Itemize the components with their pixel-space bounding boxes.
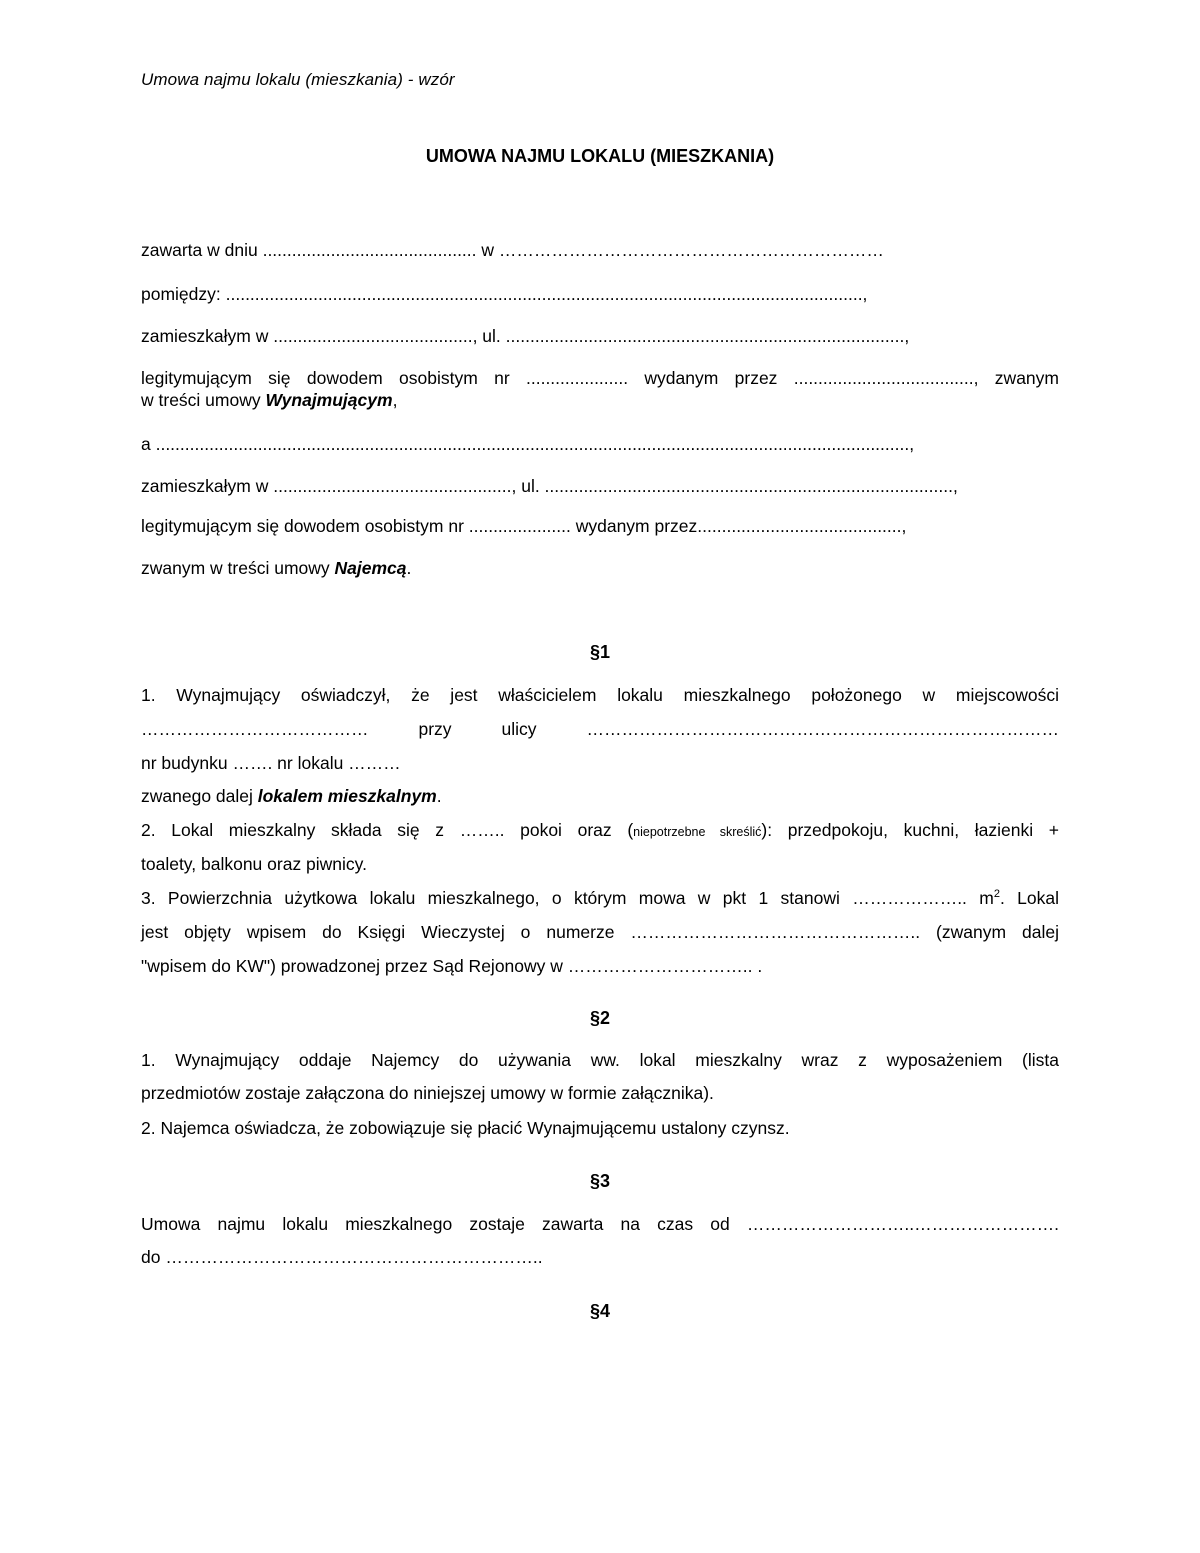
document-title: UMOWA NAJMU LOKALU (MIESZKANIA)	[425, 146, 775, 166]
s1-p3-suffix: . Lokal	[999, 888, 1060, 908]
tenant-address-line: zamieszkałym w ................................................., ul. ....................................................................................,	[141, 476, 958, 496]
s2-p1-line2: przedmiotów zostaje załączona do niniejszej umowy w formie załącznika).	[141, 1083, 714, 1103]
section-2-heading: §2	[589, 1008, 611, 1028]
landlord-role-term: Wynajmującym	[265, 390, 393, 410]
s1-p2-line1	[141, 819, 1059, 843]
s1-p3-line2: jest objęty wpisem do Księgi Wieczystej o numerze ………………………………………….. (zwanym dalej	[141, 922, 1059, 942]
contract-date-line: zawarta w dniu ............................................ w …………………………………………………………	[141, 240, 884, 260]
s1-p1-line1: 1. Wynajmujący oświadczył, że jest właścicielem lokalu mieszkalnego położonego w miejscowości	[141, 685, 1059, 705]
section-1-heading: §1	[589, 642, 611, 662]
s1-p3-line1	[141, 887, 1059, 909]
s1-p2-line2: toalety, balkonu oraz piwnicy.	[141, 854, 367, 874]
s1-p1-line2: ………………………………… przy ulicy ………………………………………………………………………	[141, 719, 1059, 739]
s2-p2-line: 2. Najemca oświadcza, że zobowiązuje się płacić Wynajmującemu ustalony czynsz.	[141, 1118, 790, 1138]
s3-p1-line1: Umowa najmu lokalu mieszkalnego zostaje zawarta na czas od ………………………..…………………….	[141, 1214, 1059, 1234]
s1-p1-term: lokalem mieszkalnym	[257, 786, 437, 806]
s1-p2-note: niepotrzebne skreślić	[633, 825, 762, 839]
landlord-id-line: legitymującym się dowodem osobistym nr ..................... wydanym przez ....................................., zwanym	[141, 368, 1059, 388]
tenant-id-line: legitymującym się dowodem osobistym nr ..................... wydanym przez..........................................,	[141, 516, 907, 536]
landlord-role-prefix: w treści umowy	[141, 390, 266, 410]
s3-p1-line2: do ………………………………………………………..	[141, 1247, 543, 1267]
landlord-role-suffix: ,	[392, 390, 398, 410]
landlord-address-line: zamieszkałym w ........................................., ul. ..................................................................................,	[141, 326, 910, 346]
landlord-role-line	[141, 389, 1059, 411]
tenant-role-suffix: .	[406, 558, 412, 578]
s1-p2-suffix: ): przedpokoju, kuchni, łazienki +	[761, 820, 1059, 840]
landlord-name-line: pomiędzy: ...................................................................................................................................,	[141, 284, 868, 304]
page-header: Umowa najmu lokalu (mieszkania) - wzór	[141, 70, 455, 89]
tenant-role-term: Najemcą	[334, 558, 407, 578]
s1-p2-prefix: 2. Lokal mieszkalny składa się z …….. pokoi oraz (	[141, 820, 634, 840]
section-4-heading: §4	[589, 1301, 611, 1321]
tenant-role-line	[141, 557, 1059, 579]
s1-p1-term-suffix: .	[436, 786, 442, 806]
s1-p3-sup: 2	[993, 888, 1000, 901]
s2-p1-line1: 1. Wynajmujący oddaje Najemcy do używania ww. lokal mieszkalny wraz z wyposażeniem (lista	[141, 1050, 1059, 1070]
s1-p1-term-prefix: zwanego dalej	[141, 786, 258, 806]
tenant-name-line: a ...........................................................................................................................................................,	[141, 434, 915, 454]
s1-p1-line4	[141, 785, 1059, 807]
tenant-role-prefix: zwanym w treści umowy	[141, 558, 335, 578]
section-3-heading: §3	[589, 1171, 611, 1191]
s1-p3-prefix: 3. Powierzchnia użytkowa lokalu mieszkalnego, o którym mowa w pkt 1 stanowi ……………….. m	[141, 888, 994, 908]
s1-p3-line3: "wpisem do KW") prowadzonej przez Sąd Rejonowy w ………………………….. .	[141, 956, 763, 976]
s1-p1-line3: nr budynku ……. nr lokalu ………	[141, 753, 401, 773]
